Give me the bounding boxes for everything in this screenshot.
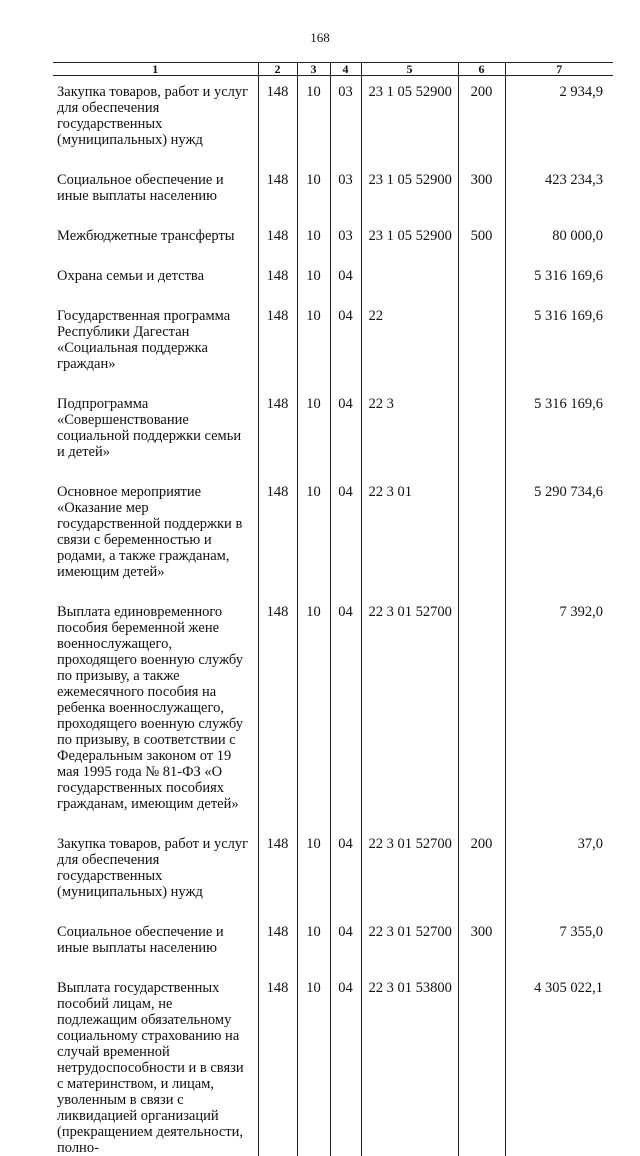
amount: 37,0: [505, 832, 613, 920]
column-header: 1: [53, 63, 258, 76]
column-header: 5: [361, 63, 458, 76]
amount: 7 355,0: [505, 920, 613, 976]
line-item-name: Выплата государственных пособий лицам, не подлежащим обязательному социальному страхованию на случай временной нетрудоспособности и в связи с материнством, и лицам, уволенным в связи с ликвидацией организаций (прекращением деятельности, полно-: [57, 980, 244, 1156]
table-row: [53, 480, 613, 600]
code-col6: 200: [458, 832, 505, 920]
code-col5: 22 3 01 52700: [361, 600, 458, 832]
line-item-name: Подпрограмма «Совершенствование социальной поддержки семьи и детей»: [57, 396, 242, 460]
code-col6: [458, 600, 505, 832]
code-col3: 10: [297, 76, 330, 169]
amount: 80 000,0: [505, 224, 613, 264]
code-col4: 03: [330, 224, 361, 264]
code-col6: [458, 392, 505, 480]
code-col2: 148: [258, 600, 297, 832]
code-col3: 10: [297, 600, 330, 832]
header-row: [53, 63, 613, 76]
column-header: 7: [505, 63, 613, 76]
line-item-name: Охрана семьи и детства: [57, 268, 205, 284]
column-header: 3: [297, 63, 330, 76]
amount: 5 316 169,6: [505, 264, 613, 304]
amount: 4 305 022,1: [505, 976, 613, 1156]
amount: 5 316 169,6: [505, 392, 613, 480]
column-header: 4: [330, 63, 361, 76]
code-col5: 23 1 05 52900: [361, 168, 458, 224]
code-col4: 04: [330, 976, 361, 1156]
code-col6: 300: [458, 168, 505, 224]
code-col6: [458, 976, 505, 1156]
code-col3: 10: [297, 976, 330, 1156]
line-item-name: Межбюджетные трансферты: [57, 228, 235, 244]
code-col2: 148: [258, 264, 297, 304]
code-col6: [458, 264, 505, 304]
code-col5: 22: [361, 304, 458, 392]
table-row: [53, 76, 613, 169]
table-row: [53, 832, 613, 920]
code-col4: 04: [330, 600, 361, 832]
code-col3: 10: [297, 480, 330, 600]
code-col6: 300: [458, 920, 505, 976]
line-item-name: Выплата единовременного пособия беременной жене военнослужащего, проходящего военную службу по призыву, а также ежемесячного пособия на ребенка военнослужащего, проходящего военную службу по призыву, в соответствии с Федеральным законом от 19 мая 1995 года № 81-ФЗ «О государственных пособиях гражданам, имеющим детей»: [57, 604, 244, 812]
code-col4: 04: [330, 832, 361, 920]
code-col2: 148: [258, 976, 297, 1156]
code-col3: 10: [297, 168, 330, 224]
code-col5: [361, 264, 458, 304]
amount: 7 392,0: [505, 600, 613, 832]
line-item-name: Закупка товаров, работ и услуг для обеспечения государственных (муниципальных) нужд: [57, 84, 249, 148]
column-header: 6: [458, 63, 505, 76]
code-col6: 500: [458, 224, 505, 264]
column-header: 2: [258, 63, 297, 76]
code-col4: 04: [330, 264, 361, 304]
amount: 2 934,9: [505, 76, 613, 169]
table-row: [53, 920, 613, 976]
table-row: [53, 976, 613, 1156]
code-col5: 23 1 05 52900: [361, 76, 458, 169]
code-col6: [458, 304, 505, 392]
code-col3: 10: [297, 920, 330, 976]
code-col5: 22 3 01 52700: [361, 832, 458, 920]
code-col5: 22 3 01 52700: [361, 920, 458, 976]
code-col2: 148: [258, 920, 297, 976]
table-row: [53, 304, 613, 392]
code-col5: 22 3: [361, 392, 458, 480]
budget-table: [53, 62, 613, 1156]
code-col2: 148: [258, 224, 297, 264]
code-col5: 22 3 01: [361, 480, 458, 600]
code-col6: 200: [458, 76, 505, 169]
code-col3: 10: [297, 392, 330, 480]
code-col3: 10: [297, 832, 330, 920]
code-col2: 148: [258, 392, 297, 480]
amount: 423 234,3: [505, 168, 613, 224]
code-col4: 04: [330, 480, 361, 600]
line-item-name: Основное мероприятие «Оказание мер государственной поддержки в связи с беременностью и родами, а также гражданам, имеющим детей»: [57, 484, 243, 580]
line-item-name: Государственная программа Республики Дагестан «Социальная поддержка граждан»: [57, 308, 231, 372]
code-col2: 148: [258, 168, 297, 224]
code-col2: 148: [258, 304, 297, 392]
code-col5: 23 1 05 52900: [361, 224, 458, 264]
code-col3: 10: [297, 264, 330, 304]
line-item-name: Закупка товаров, работ и услуг для обеспечения государственных (муниципальных) нужд: [57, 836, 249, 900]
code-col6: [458, 480, 505, 600]
code-col3: 10: [297, 224, 330, 264]
code-col4: 04: [330, 304, 361, 392]
table-row: [53, 392, 613, 480]
amount: 5 316 169,6: [505, 304, 613, 392]
line-item-name: Социальное обеспечение и иные выплаты населению: [57, 172, 224, 204]
page-number: 168: [310, 30, 330, 45]
code-col4: 03: [330, 76, 361, 169]
code-col4: 03: [330, 168, 361, 224]
code-col2: 148: [258, 832, 297, 920]
table-row: [53, 168, 613, 224]
code-col4: 04: [330, 920, 361, 976]
code-col5: 22 3 01 53800: [361, 976, 458, 1156]
code-col2: 148: [258, 480, 297, 600]
code-col4: 04: [330, 392, 361, 480]
table-row: [53, 224, 613, 264]
code-col3: 10: [297, 304, 330, 392]
table-row: [53, 600, 613, 832]
code-col2: 148: [258, 76, 297, 169]
amount: 5 290 734,6: [505, 480, 613, 600]
table-row: [53, 264, 613, 304]
line-item-name: Социальное обеспечение и иные выплаты населению: [57, 924, 224, 956]
